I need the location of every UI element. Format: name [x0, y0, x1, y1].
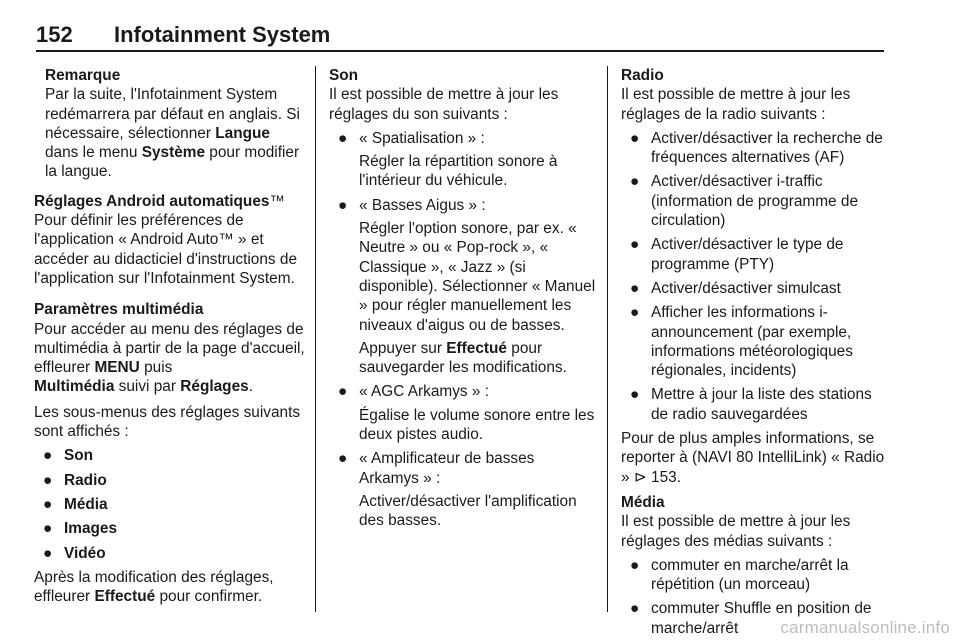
list-item: ● Activer/désactiver la recherche de fréquences alternatives (AF): [630, 129, 883, 167]
son-title: Son: [329, 67, 359, 84]
note-title: Remarque: [45, 67, 121, 84]
systeme-menu-term: Système: [141, 144, 206, 162]
header-rule: [36, 50, 884, 52]
android-text: Pour définir les préférences de l'application « Android Auto™ » et accéder au didacticiel d'instructions de l'application sur l'Infotainment System.: [34, 212, 298, 287]
column-divider: [315, 66, 316, 612]
list-item: ● Vidéo: [43, 544, 106, 562]
page-title: Infotainment System: [114, 22, 331, 47]
list-item: ● Images: [43, 520, 118, 538]
langue-menu-term: Langue: [215, 124, 270, 142]
list-item: ● Activer/désactiver i-traffic (information de programme de circulation): [630, 173, 859, 230]
page-number: 152: [36, 22, 73, 47]
submenus-list: [34, 446, 306, 562]
android-title: Réglages Android automatiques™: [34, 192, 285, 210]
after-text: Après la modification des réglages, effleurer Effectué pour confirmer.: [34, 568, 274, 606]
media-intro: Il est possible de mettre à jour les réglages des médias suivants :: [621, 513, 851, 550]
son-intro: Il est possible de mettre à jour les réglages du son suivants :: [329, 86, 559, 123]
column-3: [621, 66, 889, 643]
list-item: ● Média: [43, 495, 108, 513]
list-item: ● « AGC Arkamys » : Égalise le volume sonore entre les deux pistes audio.: [338, 383, 595, 444]
page-header: [36, 22, 884, 52]
page-ref-icon: ⊳: [633, 468, 647, 486]
android-section: [34, 192, 306, 288]
media-title: Média: [621, 493, 665, 511]
note-block: [45, 66, 306, 182]
submenus-intro: Les sous-menus des réglages suivants sont affichés :: [34, 403, 301, 441]
list-item: ● Radio: [43, 471, 107, 489]
effectue-term: Effectué: [94, 588, 156, 606]
list-item: ● « Spatialisation » : Régler la répartition sonore à l'intérieur du véhicule.: [338, 129, 558, 190]
list-item: ● commuter en marche/arrêt la répétition (un morceau): [630, 556, 849, 594]
list-item: ● Son: [43, 447, 94, 465]
radio-title: Radio: [621, 67, 664, 84]
list-item: ● Activer/désactiver le type de programme (PTY): [630, 236, 844, 273]
multimedia-title: Paramètres multimédia: [34, 301, 204, 319]
radio-intro: Il est possible de mettre à jour les réglages de la radio suivants :: [621, 86, 851, 123]
reglages-term: Réglages: [180, 378, 249, 396]
radio-more-info: Pour de plus amples informations, se reporter à (NAVI 80 IntelliLink) « Radio » ⊳ 153.: [621, 430, 885, 486]
column-1: [34, 66, 306, 606]
multimedia-term: Multimédia: [34, 378, 115, 396]
watermark: carmanualsonline.info: [780, 618, 950, 637]
list-item: ● « Basses Aigus » : Régler l'option sonore, par ex. « Neutre » ou « Pop-rock », « Classique », « Jazz » (si disponible). Sélectionner « Manuel » pour régler manuellement les niveaux d'aigus ou de basses. Appuyer sur Effectué pour sauvegarder les modifications.: [338, 196, 596, 377]
multimedia-section: [34, 300, 306, 606]
note-text: Par la suite, l'Infotainment System redémarrera par défaut en anglais. Si nécessaire, sélectionner Langue dans le menu Système pour modifier la langue.: [45, 86, 300, 181]
list-item: ● Afficher les informations i-announcement (par exemple, informations météorologiques régionales, incidents): [630, 304, 853, 380]
list-item: ● Activer/désactiver simulcast: [630, 279, 841, 297]
list-item: ● commuter Shuffle en position de marche/arrêt: [630, 600, 872, 637]
multimedia-text: Pour accéder au menu des réglages de multimédia à partir de la page d'accueil, effleurer MENU puis Multimédia suivi par Réglages.: [34, 320, 305, 396]
list-item: ● Mettre à jour la liste des stations de radio sauvegardées: [630, 386, 872, 423]
menu-term: MENU: [94, 359, 140, 377]
son-list: [329, 129, 597, 531]
effectue-term: Effectué: [446, 339, 507, 357]
radio-list: [621, 129, 889, 424]
column-2: [329, 66, 597, 536]
column-divider: [607, 66, 608, 612]
list-item: ● « Amplificateur de basses Arkamys » : Activer/désactiver l'amplification des basses.: [338, 450, 577, 530]
